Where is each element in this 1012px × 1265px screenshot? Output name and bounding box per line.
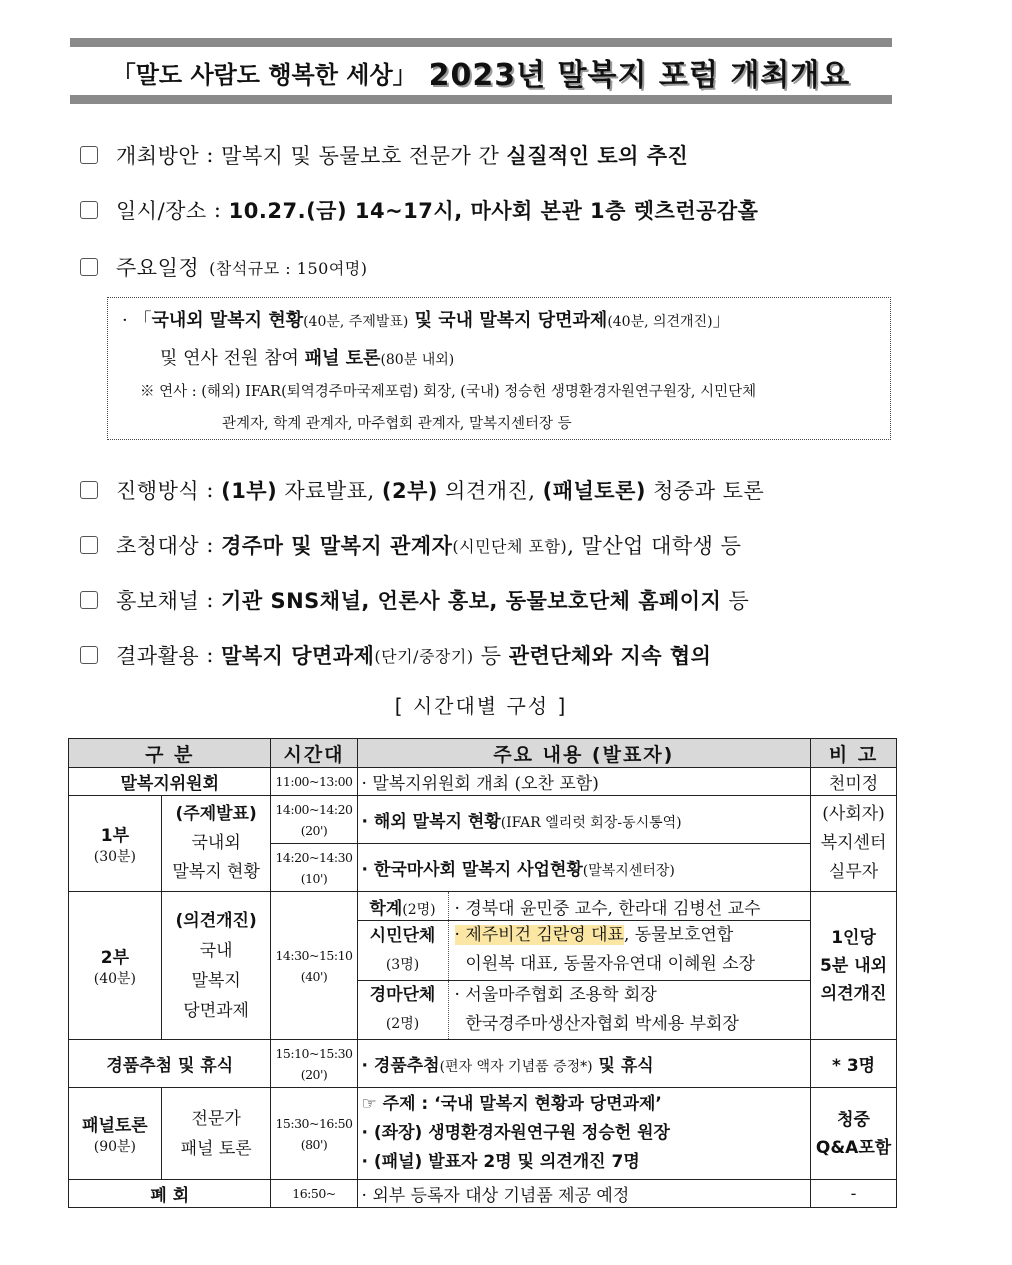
schedule-line-2: 및 연사 전원 참여 패널 토론(80분 내외) xyxy=(160,348,455,369)
checkbox-icon xyxy=(80,201,98,219)
bullet-text: 말복지 및 동물보호 전문가 간 xyxy=(221,144,507,168)
bullet-method xyxy=(80,138,688,172)
panel-groups: 학계(2명) · 경북대 윤민중 교수, 한라대 김병선 교수 시민단체 (3명) · 제주비건 김란영 대표, 동물보호연합 이원복 대표, 동물자유연대 이혜원 소장 경마단체 (2명) · 서울마주협회 조용학 회장 한국경주마생산자협회 박세용 부회장 xyxy=(358,892,811,1039)
table-row: 폐 회 16:50~ · 외부 등록자 대상 기념품 제공 예정 - xyxy=(69,1180,897,1208)
bullet-label: 개최방안 xyxy=(116,144,200,168)
title-main: 2023년 말복지 포럼 개최개요 xyxy=(428,58,851,93)
bullet-schedule xyxy=(80,250,367,284)
schedule-table xyxy=(68,738,897,1208)
schedule-table-title: [ 시간대별 구성 ] xyxy=(394,694,568,718)
table-row: 패널토론 (90분) 전문가 패널 토론 15:30~16:50 (80') ☞ 주제 : ‘국내 말복지 현황과 당면과제’ · (좌장) 생명환경자원연구원 정승헌 원장 · (패널) 발표자 2명 및 의견개진 7명 청중 Q&A포함 xyxy=(69,1088,897,1180)
bullet-sep: : xyxy=(199,143,222,167)
table-header-row xyxy=(69,739,897,768)
bullet-sep: : xyxy=(206,198,229,222)
header-time: 시간대 xyxy=(271,739,357,768)
bullet-promotion: 홍보채널 : 기관 SNS채널, 언론사 홍보, 동물보호단체 홈페이지 등 xyxy=(80,583,749,617)
schedule-box xyxy=(107,297,891,440)
speaker-note-2: 관계자, 학계 관계자, 마주협회 관계자, 말복지센터장 등 xyxy=(222,416,572,432)
header-note: 비 고 xyxy=(811,739,897,768)
speaker-note: ※ 연사 : (해외) IFAR(퇴역경주마국제포럼) 회장, (국내) 정승헌 생명환경자원연구원장, 시민단체 xyxy=(140,384,757,400)
header-content: 주요 내용 (발표자) xyxy=(357,739,811,768)
checkbox-icon xyxy=(80,146,98,164)
bullet-results: 결과활용 : 말복지 당면과제 (단기/중장기) 등 관련단체와 지속 협의 xyxy=(80,638,711,672)
title-prefix: 「말도 사람도 행복한 세상」 xyxy=(111,60,417,89)
highlighted-speaker: · 제주비건 김란영 대표 xyxy=(454,925,624,946)
bullet-format: 진행방식 : (1부) 자료발표, (2부) 의견개진, (패널토론) 청중과 토론 xyxy=(80,473,764,507)
table-row: 1부 (30분) (주제발표) 국내외 말복지 현황 14:00~14:20 (20') · 해외 말복지 현황(IFAR 엘리럿 회장-동시통역) (사회자) 복지센터 실무자 xyxy=(69,796,897,844)
checkbox-icon xyxy=(80,481,98,499)
title-bar-top xyxy=(70,38,892,47)
table-row: 2부 (40분) (의견개진) 국내 말복지 당면과제 14:30~15:10 (40') 학계(2명) · 경북대 윤민중 교수, 한라대 김병선 교수 시민단체 (3명) · 제주비건 김란영 대표, 동물보호연합 이원복 대표, 동물자유연대 이혜원 소장 경마단체 (2명) · 서울마주협회 조용학 회장 한국경주마생산자협회 박세용 부회장 1인당 5분 내외 의견개진 xyxy=(69,892,897,1040)
checkbox-icon xyxy=(80,258,98,276)
title-bar-bottom xyxy=(70,95,892,104)
header-category: 구 분 xyxy=(69,739,271,768)
bullet-invitees: 초청대상 : 경주마 및 말복지 관계자 (시민단체 포함) , 말산업 대학생 등 xyxy=(80,528,741,562)
bullet-label: 주요일정 xyxy=(116,256,200,280)
table-row: 14:20~14:30 (10') · 한국마사회 말복지 사업현황(말복지센터장) xyxy=(69,844,897,892)
bullet-label: 일시/장소 xyxy=(116,199,207,223)
bullet-bold: 10.27.(금) 14~17시, 마사회 본관 1층 렛츠런공감홀 xyxy=(228,199,759,223)
bullet-small: (참석규모 : 150여명) xyxy=(209,258,368,278)
checkbox-icon xyxy=(80,536,98,554)
table-row: 말복지위원회 11:00~13:00 · 말복지위원회 개최 (오찬 포함) 천미정 xyxy=(69,768,897,796)
bullet-datetime xyxy=(80,193,758,227)
table-row: 경품추첨 및 휴식 15:10~15:30 (20') · 경품추첨(편자 액자 기념품 증정*) 및 휴식 * 3명 xyxy=(69,1040,897,1088)
schedule-line-1: · 「국내외 말복지 현황(40분, 주제발표) 및 국내 말복지 당면과제(40분, 의견개진)」 xyxy=(122,310,731,331)
bullet-bold: 실질적인 토의 추진 xyxy=(506,144,689,168)
title-banner xyxy=(70,38,892,104)
checkbox-icon xyxy=(80,591,98,609)
page-title xyxy=(70,50,892,94)
checkbox-icon xyxy=(80,646,98,664)
